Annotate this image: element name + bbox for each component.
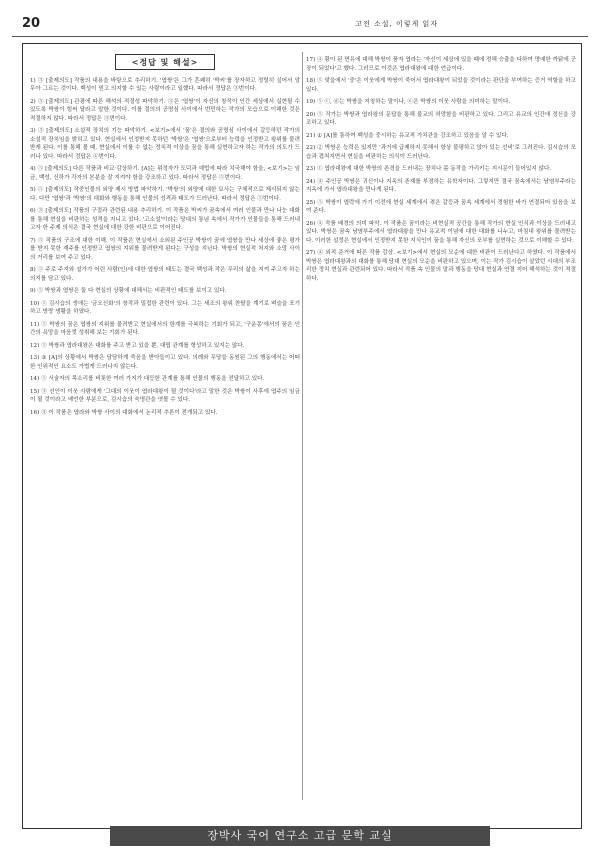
answer-8: 8) ⑤ 주로 주지와 설가가 어린 사람(인)에 대한 엽쌍의 태도는 결국 백성과 작은 무리의 삶을 지켜 주고자 하는 의지를 담고 있다. [30,267,300,282]
answer-24: 24) ④ 주인공 박쌍은 귀신이나 지옥의 존재를 부정하는 유학자이다. 그렇지만 결국 꿈속에서는 남염부주라는 지옥에 가서 엽라대왕을 만나게 된다. [306,178,576,193]
page-number: 20 [22,16,41,31]
answer-frame [22,43,582,829]
answer-21: 21) ① [A]를 통하여 백성을 중시하는 유교적 가치관을 강조하고 있음을 알 수 있다. [306,132,509,139]
column-divider [302,52,303,800]
answer-16: 16) ③ 이 작품은 엽라와 박쌍 사이의 대화에서 논리적 추론이 전개되고 있다. [30,409,218,416]
answer-20: 20) ⑤ 작가는 박쌍과 엽라왕의 문답을 통해 불교의 허망함을 비판하고 있다. 그리고 유교의 인간애 정신을 강조하고 있다. [306,111,576,126]
answer-19: 19) ⑤ ⓒ, ⓓ는 박쌍을 지칭하는 말이나, ⓔ은 박쌍의 이웃 사람을 의미하는 말이다. [306,99,511,105]
right-column [306,56,576,287]
answer-3: 3) ③ [출제의도] 소설적 장치의 기능 파악하기. <보기>에서 '꿈'은 결의와 공명심 사이에서 갈등하던 작가의 소설적 장치임을 밝히고 있다. 현실에서 인정받지 못하던 '박쌍'은 '엽쌍'으로부터 능력을 인정받고 왕위를 물려받게 된다. 이를 통해 볼 때, 현실에서 이룰 수 없는 정치적 이상을 꿈을 통해 실현하고자 하는 작가의 의도가 드러나 있다. 따라서 정답은 ④번이다. [30,128,300,160]
left-column [30,56,300,421]
section-title: <정답 및 해설> [30,58,300,67]
answer-22: 22) ② 박쌍은 능력은 있지만 '과거에 급제하지 못해서 항상 불평하고 앉아 있는 선비'로 그려진다. 김시습의 모습과 겹쳐지면서 현실을 비판하는 의식이 드러난다. [306,145,576,160]
page-header [12,10,588,36]
answer-17: 17) ④ 황이 된 면유에 대해 박쌍이 품자 엽라는 '자신이 세상에 있을 때에 정해 승출을 다하여 명예한 까닭에 군장이 되었다'고 했다. 그러므로 이것은 엽라대왕에 대한 언급이다. [306,57,576,72]
answer-27: 27) ④ 외적 준거에 따른 작품 감상. <보기>에서 현실의 모순에 대한 비판이 드러난다고 하였다. 이 작품에서 박쌍은 엽라대왕과의 대화를 통해 당대 현실의 모순을 비판하고 있으며, 이는 작가 김시습이 살았던 시대의 부조리한 정치 현실과 관련되어 있다. 따라서 작품 속 인물의 말과 행동을 당대 현실과 연결 지어 해석하는 것이 적절하다. [306,250,576,282]
answer-1: 1) ③ [출제의도] 작품의 내용을 바탕으로 추리하기. '엽쌍'은 그가 흔쾌히 '박씨'를 장자하고 정렬히 싶어서 앙 무아 그르는 것이다. 백성이 믿고 의지할 수 있는 사람이라고 일했다. 따라서 정답은 ③번이다. [30,77,300,92]
answer-5: 5) ⑤ [출제의도] 작중인물의 외양 제시 방법 파악하기. '박쌍'의 외양에 대한 묘사는 구체적으로 제시되지 않는다. 다만 '엽쌍'과 '박쌍'의 대화와 행동을 통해 인물의 성격과 태도가 드러난다. 따라서 정답은 ⑤번이다. [30,187,300,202]
answer-23: 23) ① 엽라대왕에 대한 박쌍의 존경을 드러내는 장치나 몸 동작을 가리키는 지시문이 들어있지 않다. [306,166,552,172]
answer-26: 26) ④ 작품 배경의 의미 파악. 이 작품은 꿈이라는 비현실적 공간을 통해 작가의 현실 인식과 이상을 드러내고 있다. 박쌍은 꿈속 남염부주에서 엽라대왕을 만나 유교적 이념에 대한 대화를 나누고, 마침내 왕위를 물려받는다. 이러한 설정은 현실에서 인정받지 못한 지식인이 꿈을 통해 자신의 포부를 실현하는 것으로 이해할 수 있다. [306,220,576,244]
answer-25: 25) ⑤ 박쌍이 엽락에 가기 이전에 현실 세계에서 겪은 갈등과 꿈속 세계에서 경험한 바가 연결되어 있음을 보여 준다. [306,199,576,214]
answer-18: 18) ⑤ 맞을에서 '중'은 이웃에게 박쌍이 죽어서 엽라대왕이 되었을 것이라는 판단을 부여하는 증거 역할을 하고 있다. [306,78,576,93]
answer-15: 15) ③ 선인이 이웃 사람에게 '그대의 이웃이 엽라대왕이 될 것이다'라고 말한 것은 박쌍이 사후에 엽주의 임금이 될 것이라고 예언한 부분으로, 김시습의 숙명관을 엿볼 수 있다. [30,388,300,403]
answer-12: 12) ⑤ 박쌍과 엽라대왕은 대화를 주고 받고 있을 뿐, 대립 관계를 형성하고 있지는 않다. [30,342,245,349]
answer-4: 4) ⑤ [출제의도] 다른 작품과 비교·감상하기. [A]는 위정자가 도덕과 예법에 따라 치국해야 함을, <보기>는 임금, 백성, 신하가 각자의 본분을 잘 지켜야 함을 강조하고 있다. 따라서 정답은 ⑤번이다. [30,166,300,181]
answer-6: 6) ③ [출제의도] 작품의 구절과 관련된 내용 추리하기. 이 작품은 박씨가 꿈속에서 여러 인물과 만나 나눈 대화를 통해 현실을 비판하는 성격을 지니고 있다. '고소설'이라는 당대의 통념 속에서 작가가 인물들을 통해 드러내고자 한 주제 의식은 결국 현실에 대한 강한 비판으로 이어진다. [30,208,300,231]
answer-9: 9) ⑤ 박쌍과 엽쌍은 둘 다 현실의 상황에 대해서는 비판적인 태도를 보이고 있다. [30,288,227,294]
answer-2: 2) ③ [출제의도] 관광에 따른 해석의 적절성 파악하기. ③은 '엽쌍'이 자신의 창작이 인간 세상에서 실현될 수 있도록 박쌍이 힘써 달라고 말한 것이다. 이를 절의의 공명심 사이에서 번민하는 작가의 모습으로 이해한 것은 적절하지 않다. 따라서 정답은 ③번이다. [30,98,300,122]
answer-14: 14) ⑤ 서술자의 목소리를 비롯한 여러 가지가 대등한 관계를 통해 인물의 행동을 전달하고 있다. [30,376,265,382]
answer-7: 7) ⑤ 작품의 구조에 대한 이해. 이 작품은 현실에서 소외된 주인공 박쌍이 꿈에 엽쌍을 만나 세상에 좋은 평가를 받지 못한 재주를 인정받고 엽쌍의 지위를 물려받게 된다는 구성을 지닌다. 박쌍의 현실적 처지와 소망 사이의 거리를 보여 주고 있다. [30,237,300,261]
answer-11: 11) ⑤ 박쌍의 꿈은 엽쌍의 지위를 물려받고 현실에서의 한계를 극복하는 기회가 되고, '구운몽'에서의 꿈은 인간의 욕망을 마음껏 성취해 보는 기회가 된다. [30,321,300,336]
answer-13: 13) ③ [A]의 상황에서 박쌍은 담담하게 죽음을 받아들이고 있다. 의례와 무당들 동원된 그의 행동에서는 어떠한 인위적인 요소도 가볍게 드러나지 않는다. [30,355,300,370]
header-rule [12,36,588,37]
header-title: 고전 소설, 이렇게 읽자 [355,20,438,28]
footer-banner: 장박사 국어 연구소 고급 문학 교실 [110,826,490,846]
answer-10: 10) ⑤ 김시습의 생애는 '금오신화'의 창작과 밀접한 관련이 있다. 그는 세조의 왕위 찬탈을 계기로 벼슬을 포기하고 방랑 생활을 하였다. [30,300,300,315]
